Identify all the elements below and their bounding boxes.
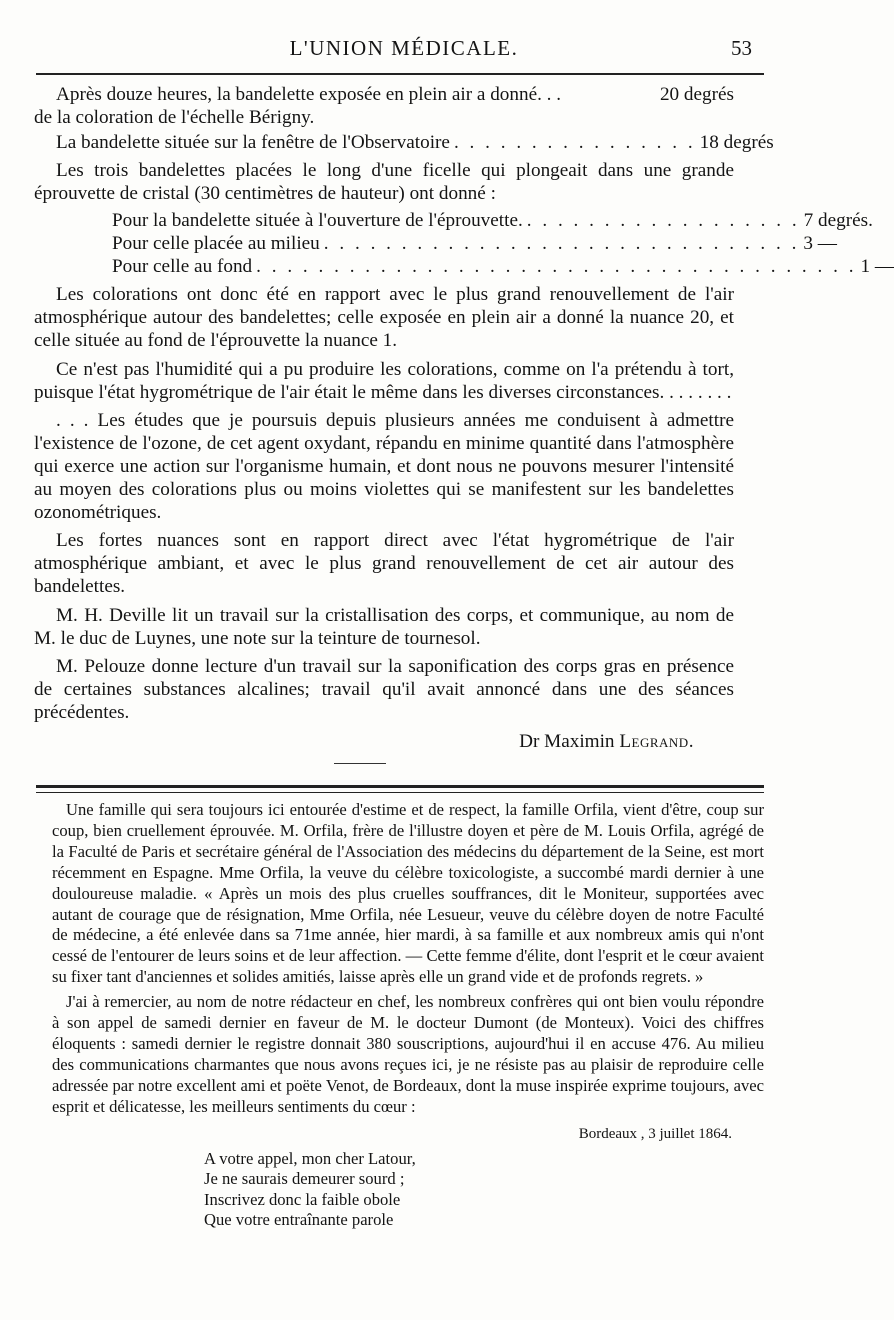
text-line: de la coloration de l'échelle Bérigny. (34, 106, 315, 128)
measurement-row: Pour la bandelette située à l'ouverture de l'éprouvette. . . . . . . . . . . . . . . . . . . 7 degrés. (112, 209, 873, 231)
measurement-label: Pour la bandelette située à l'ouverture de l'éprouvette. (112, 209, 523, 231)
section-divider-thin (36, 792, 764, 793)
place-date: Bordeaux , 3 juillet 1864. (578, 1125, 732, 1142)
measurement-value: 7 degrés. (803, 209, 873, 231)
measurement-value: 1 — (860, 255, 894, 277)
poem-line: Je ne saurais demeurer sourd ; (204, 1169, 405, 1188)
paragraph: Ce n'est pas l'humidité qui a pu produire les colorations, comme on l'a prétendu à tort, puisque l'état hygrométrique de l'air était le même dans les diverses circonstances. . . . . . . . (34, 358, 734, 403)
news-section (52, 800, 764, 1231)
measurement-label: Pour celle au fond (112, 255, 253, 277)
header-rule (36, 73, 764, 75)
paragraph: J'ai à remercier, au nom de notre rédacteur en chef, les nombreux confrères qui ont bien voulu répondre à son appel de samedi dernier en faveur de M. le docteur Dumont (de Monteux). Voici des chiffres éloquents : samedi dernier le registre donnait 380 souscriptions, aujourd'hui il en accuse 476. Au milieu des communications charmantes que nous avons reçues ici, je ne résiste pas au plaisir de reproduire celle adressée par notre excellent ami et poëte Venot, de Bordeaux, dont la muse inspirée exprime toujours, avec esprit et délicatesse, les meilleurs sentiments du cœur : (52, 992, 764, 1116)
signature-surname: Legrand. (619, 730, 694, 752)
measurement-row: Pour celle au fond . . . . . . . . . . . . . . . . . . . . . . . . . . . . . . . . . . . . . . . 1 — (112, 255, 894, 277)
poem-line: A votre appel, mon cher Latour, (204, 1148, 416, 1168)
page-header (48, 30, 760, 66)
short-divider (334, 763, 386, 764)
paragraph: M. Pelouze donne lecture d'un travail sur la saponification des corps gras en présence de certaines substances alcalines; travail qu'il avait annoncé dans une des séances précédentes. (34, 656, 734, 723)
reading-line: La bandelette située sur la fenêtre de l'Observatoire . . . . . . . . . . . . . . . . 18 degrés (56, 131, 774, 153)
paragraph: Une famille qui sera toujours ici entourée d'estime et de respect, la famille Orfila, vient d'être, coup sur coup, bien cruellement éprouvée. M. Orfila, frère de l'illustre doyen et père de M. Louis Orfila, agrégé de la Faculté de Paris et secrétaire général de l'Association des médecins du département de la Seine, est mort récemment en Espagne. Mme Orfila, la veuve du célèbre toxicologiste, a succombé mardi dernier à une douloureuse maladie. « Après un mois des plus cruelles souffrances, dit le Moniteur, supportées avec autant de courage que de résignation, Mme Orfila, née Lesueur, veuve du célèbre doyen de notre Faculté de médecine, a été enlevée dans sa 71me année, hier mardi, à sa famille et aux nombreux amis qui n'ont cessé de l'entourer de leurs soins et de leur affection. — Cette femme d'élite, dont l'esprit et le cœur avaient su fixer tant d'anciennes et solides amitiés, laisse après elle un grand vide et de profonds regrets. » (52, 800, 764, 987)
reading-line (34, 84, 734, 107)
poem (204, 1149, 764, 1231)
signature (34, 731, 694, 754)
signature-prefix: Dr (519, 730, 540, 752)
paragraph: M. H. Deville lit un travail sur la cristallisation des corps, et communique, au nom de M. le duc de Luynes, une note sur la teinture de tournesol. (34, 604, 734, 649)
poem-line: Que votre entraînante parole (204, 1210, 394, 1229)
paragraph: . . . Les études que je poursuis depuis plusieurs années me conduisent à admettre l'existence de l'ozone, de cet agent oxydant, répandu en minime quantité dans l'atmosphère qui exerce une action sur l'organisme humain, et dont nous ne pouvons mesurer l'intensité au moyen des colorations plus ou moins violettes qui se manifestent sur les bandelettes ozonométriques. (34, 410, 734, 523)
paragraph: Les colorations ont donc été en rapport avec le plus grand renouvellement de l'air atmosphérique autour des bandelettes; celle exposée en plein air a donné la nuance 20, et celle située au fond de l'éprouvette la nuance 1. (34, 284, 734, 351)
reading-value: 20 degrés (659, 84, 734, 105)
section-divider (36, 785, 764, 788)
measurement-row: Pour celle placée au milieu . . . . . . . . . . . . . . . . . . . . . . . . . . . . . . . 3 — (112, 232, 837, 254)
paragraph: Les fortes nuances sont en rapport direct avec l'état hygrométrique de l'air atmosphérique ambiant, et avec le plus grand renouvellement de cet air autour des bandelettes. (34, 530, 734, 597)
reading-label: La bandelette située sur la fenêtre de l'Observatoire (56, 131, 450, 153)
reading-value: 18 degrés (699, 131, 774, 153)
signature-name: Maximin (544, 730, 615, 752)
measurement-value: 3 — (803, 232, 837, 254)
measurement-label: Pour celle placée au milieu (112, 232, 320, 254)
page-number: 53 (731, 36, 752, 60)
measurement-list (112, 209, 894, 278)
reading-label: Après douze heures, la bandelette exposée en plein air a donné. . . (56, 84, 562, 105)
paragraph: Les trois bandelettes placées le long d'une ficelle qui plongeait dans une grande éprouvette de cristal (30 centimètres de hauteur) ont donné : (34, 160, 734, 205)
main-article (34, 84, 894, 754)
running-title: L'UNION MÉDICALE. (289, 36, 519, 60)
poem-line: Inscrivez donc la faible obole (204, 1189, 401, 1209)
